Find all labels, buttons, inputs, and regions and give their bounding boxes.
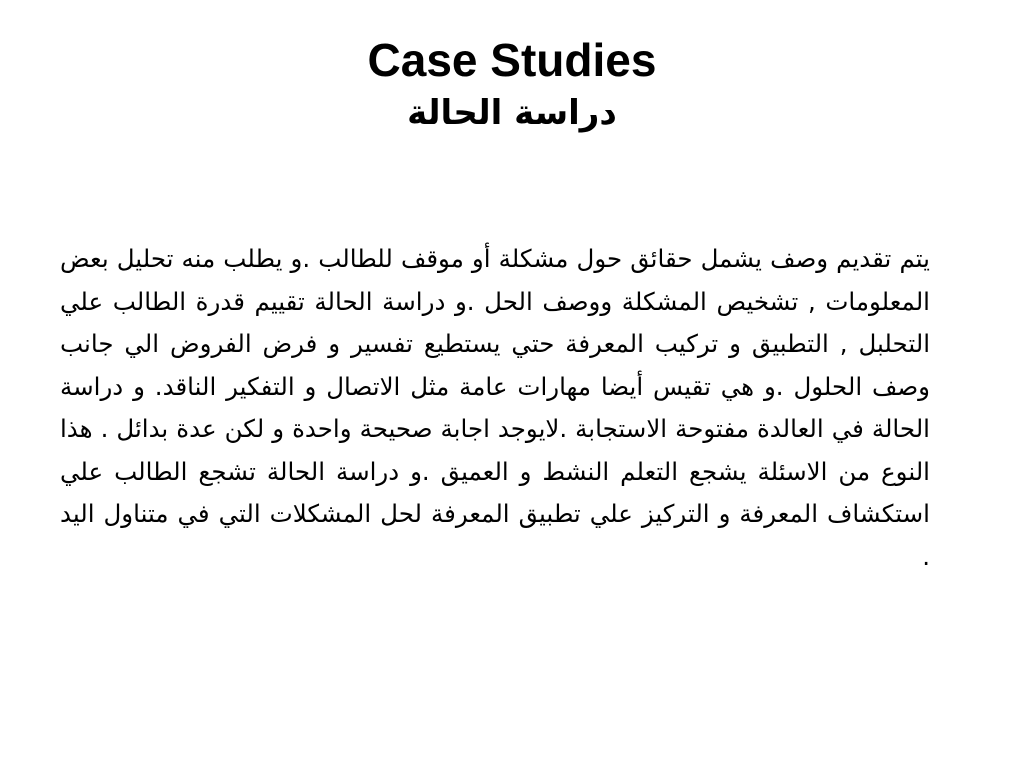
slide-title-english: Case Studies: [367, 34, 657, 86]
slide-body-text: يتم تقديم وصف يشمل حقائق حول مشكلة أو موقف للطالب .و يطلب منه تحليل بعض المعلومات , تشخيص المشكلة ووصف الحل .و دراسة الحالة تقييم قدرة الطالب علي التحلبل , التطبيق و تركيب المعرفة حتي يستطيع تفسير و فرض الفروض الي جانب وصف الحلول .و هي تقيس أيضا مهارات عامة مثل الاتصال و التفكير الناقد. و دراسة الحالة في العالدة مفتوحة الاستجابة .لايوجد اجابة صحيحة واحدة و لكن عدة بدائل . هذا النوع من الاسئلة يشجع التعلم النشط و العميق .و دراسة الحالة تشجع الطالب علي استكشاف المعرفة و التركيز علي تطبيق المعرفة لحل المشكلات التي في متناول اليد .: [60, 244, 930, 571]
slide-title-arabic: دراسة الحالة: [407, 93, 617, 133]
title-block: [0, 30, 1024, 136]
